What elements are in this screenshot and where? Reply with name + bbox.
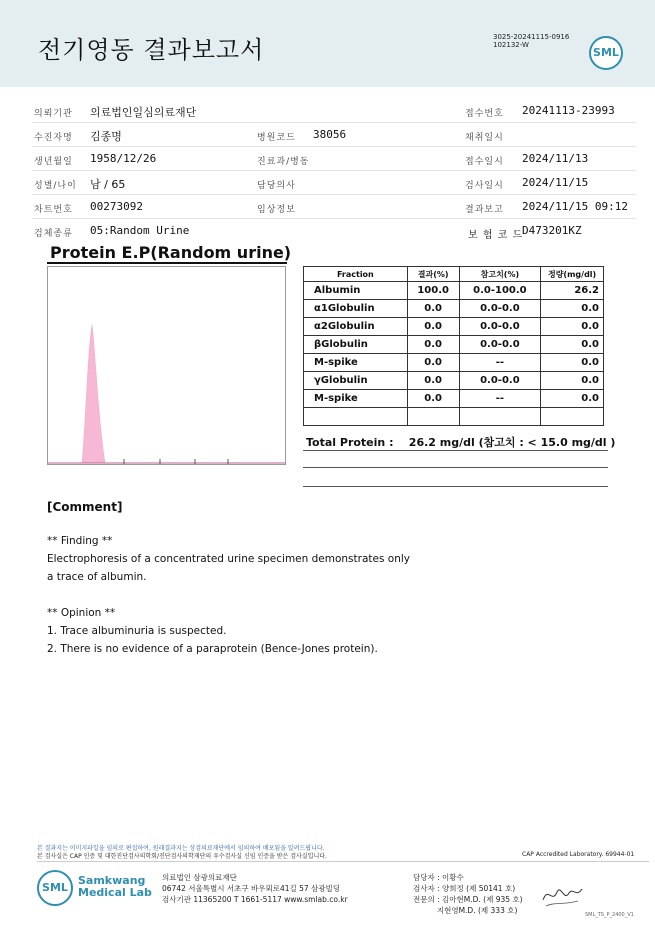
info-row-5 bbox=[32, 196, 636, 219]
cap-accreditation: CAP Accredited Laboratory. 69944-01 bbox=[522, 851, 635, 858]
total-underline-1 bbox=[303, 450, 608, 451]
staff-line-4: 지현영M.D. (제 333 호) bbox=[413, 906, 518, 915]
empty-cell bbox=[304, 408, 408, 426]
staff-line-3: 전문의 : 김아현M.D. (제 935 호) bbox=[413, 895, 523, 904]
fraction-reference: 0.0-0.0 bbox=[459, 318, 541, 336]
table-row bbox=[304, 318, 604, 336]
hospital-code-value: 38056 bbox=[313, 128, 347, 141]
fraction-quantity: 0.0 bbox=[541, 336, 604, 354]
fraction-result: 100.0 bbox=[407, 282, 459, 300]
header-fraction: Fraction bbox=[304, 267, 408, 282]
staff-line-1: 담당자 : 이황수 bbox=[413, 873, 464, 882]
fraction-result: 0.0 bbox=[407, 372, 459, 390]
birth-value: 1958/12/26 bbox=[90, 152, 157, 165]
fraction-table bbox=[303, 266, 604, 426]
birth-label: 생년월일 bbox=[34, 157, 73, 167]
fraction-name: βGlobulin bbox=[304, 336, 408, 354]
total-underline-3 bbox=[303, 486, 608, 487]
chart-no-value: 00273092 bbox=[90, 200, 143, 213]
fraction-reference: 0.0-100.0 bbox=[459, 282, 541, 300]
address-line-1: 의료법인 삼광의료재단 bbox=[162, 873, 237, 882]
collect-date-label: 채취일시 bbox=[465, 133, 504, 143]
address-line-2: 06742 서울특별시 서초구 바우뫼로41길 57 삼광빌딩 bbox=[162, 884, 341, 893]
info-row-1 bbox=[32, 100, 636, 123]
company-name-line1: Samkwang bbox=[78, 874, 146, 887]
albumin-peak bbox=[82, 325, 105, 463]
institution-label: 의뢰기관 bbox=[34, 109, 73, 119]
report-header bbox=[0, 0, 655, 87]
insurance-value: D473201KZ bbox=[522, 224, 582, 237]
fraction-reference: 0.0-0.0 bbox=[459, 336, 541, 354]
sml-footer-logo-icon: SML bbox=[37, 870, 73, 906]
fraction-result: 0.0 bbox=[407, 300, 459, 318]
form-code: SML_TS_P_2400_V1 bbox=[585, 912, 634, 918]
total-protein: Total Protein : 26.2 mg/dl (참고치 : < 15.0 mg/dl ) bbox=[306, 436, 616, 449]
clinical-label: 임상정보 bbox=[257, 205, 296, 215]
institution-value: 의료법인일심의료재단 bbox=[90, 106, 197, 119]
info-row-2 bbox=[32, 124, 636, 147]
fraction-quantity: 0.0 bbox=[541, 390, 604, 408]
company-name-line2: Medical Lab bbox=[78, 886, 152, 899]
sex-age-label: 성별/나이 bbox=[34, 181, 77, 191]
fraction-quantity: 0.0 bbox=[541, 354, 604, 372]
insurance-label: 보 험 코 드 bbox=[468, 230, 524, 241]
fraction-result: 0.0 bbox=[407, 336, 459, 354]
header-reference: 참고치(%) bbox=[459, 267, 541, 282]
electrophoresis-chart bbox=[47, 266, 286, 465]
empty-cell bbox=[541, 408, 604, 426]
fraction-result: 0.0 bbox=[407, 318, 459, 336]
fraction-name: α1Globulin bbox=[304, 300, 408, 318]
empty-cell bbox=[407, 408, 459, 426]
electrophoresis-svg bbox=[48, 267, 285, 464]
report-title: 전기영동 결과보고서 bbox=[38, 36, 265, 64]
specimen-label: 검체종류 bbox=[34, 229, 73, 239]
fraction-reference: 0.0-0.0 bbox=[459, 300, 541, 318]
opinion-line-2: 2. There is no evidence of a paraprotein (Bence-Jones protein). bbox=[47, 643, 378, 655]
info-row-6 bbox=[32, 220, 636, 243]
finding-line-2: a trace of albumin. bbox=[47, 571, 147, 583]
table-row bbox=[304, 336, 604, 354]
fraction-name: α2Globulin bbox=[304, 318, 408, 336]
patient-label: 수진자명 bbox=[34, 133, 73, 143]
section-title: Protein E.P(Random urine) bbox=[50, 243, 292, 262]
report-date-value: 2024/11/15 09:12 bbox=[522, 200, 628, 213]
doctor-label: 담당의사 bbox=[257, 181, 296, 191]
dept-label: 진료과/병동 bbox=[257, 157, 310, 167]
header-result: 결과(%) bbox=[407, 267, 459, 282]
receipt-no-label: 접수번호 bbox=[465, 109, 504, 119]
comment-heading: [Comment] bbox=[47, 500, 123, 514]
fraction-quantity: 0.0 bbox=[541, 300, 604, 318]
company-name bbox=[78, 875, 152, 899]
chart-no-label: 차트번호 bbox=[34, 205, 73, 215]
fraction-reference: 0.0-0.0 bbox=[459, 372, 541, 390]
table-header-row bbox=[304, 267, 604, 282]
patient-value: 김종명 bbox=[90, 130, 122, 143]
table-row bbox=[304, 300, 604, 318]
receipt-date-label: 접수일시 bbox=[465, 157, 504, 167]
fraction-reference: -- bbox=[459, 390, 541, 408]
fraction-quantity: 0.0 bbox=[541, 318, 604, 336]
footer-note-1: 본 결과지는 이미지파일을 임의로 편집하여, 원래결과지는 상검의료재단에서 임의하여 배포됨을 알려드립니다. bbox=[37, 845, 325, 852]
fraction-result: 0.0 bbox=[407, 354, 459, 372]
section-underline bbox=[47, 262, 287, 264]
footer-divider bbox=[37, 861, 649, 862]
opinion-heading: ** Opinion ** bbox=[47, 607, 116, 619]
info-row-4 bbox=[32, 172, 636, 195]
staff-line-2: 검사자 : 양희정 (제 50141 호) bbox=[413, 884, 516, 893]
sml-logo-icon: SML bbox=[589, 36, 623, 70]
fraction-name: M-spike bbox=[304, 354, 408, 372]
empty-cell bbox=[459, 408, 541, 426]
test-date-value: 2024/11/15 bbox=[522, 176, 589, 189]
table-row bbox=[304, 282, 604, 300]
finding-heading: ** Finding ** bbox=[47, 535, 113, 547]
signature-image bbox=[540, 880, 585, 910]
document-id-line2: 102132-W bbox=[493, 41, 529, 49]
fraction-quantity: 26.2 bbox=[541, 282, 604, 300]
document-id bbox=[493, 33, 569, 49]
fraction-name: M-spike bbox=[304, 390, 408, 408]
test-date-label: 검사일시 bbox=[465, 181, 504, 191]
address-line-3: 검사기관 11365200 T 1661-5117 www.smlab.co.kr bbox=[162, 895, 348, 904]
finding-line-1: Electrophoresis of a concentrated urine specimen demonstrates only bbox=[47, 553, 410, 565]
sex-age-value: 남 / 65 bbox=[90, 178, 126, 191]
header-quantity: 정량(mg/dl) bbox=[541, 267, 604, 282]
receipt-date-value: 2024/11/13 bbox=[522, 152, 589, 165]
fraction-result: 0.0 bbox=[407, 390, 459, 408]
fraction-name: Albumin bbox=[304, 282, 408, 300]
fraction-quantity: 0.0 bbox=[541, 372, 604, 390]
fraction-name: γGlobulin bbox=[304, 372, 408, 390]
table-row bbox=[304, 354, 604, 372]
specimen-value: 05:Random Urine bbox=[90, 224, 190, 237]
receipt-no-value: 20241113-23993 bbox=[522, 104, 615, 117]
info-row-3 bbox=[32, 148, 636, 171]
report-date-label: 결과보고 bbox=[465, 205, 504, 215]
table-row bbox=[304, 390, 604, 408]
hospital-code-label: 병원코드 bbox=[257, 133, 296, 143]
footer-note-2: 본 검사실은 CAP 인증 및 대한진단검사의학회/진단검사의학재단의 우수검사실 신임 인증을 받은 검사실입니다. bbox=[37, 853, 327, 860]
total-underline-2 bbox=[303, 467, 608, 468]
opinion-line-1: 1. Trace albuminuria is suspected. bbox=[47, 625, 227, 637]
fraction-reference: -- bbox=[459, 354, 541, 372]
document-id-line1: 3025-20241115-0916 bbox=[493, 33, 570, 41]
table-row-empty bbox=[304, 408, 604, 426]
table-row bbox=[304, 372, 604, 390]
